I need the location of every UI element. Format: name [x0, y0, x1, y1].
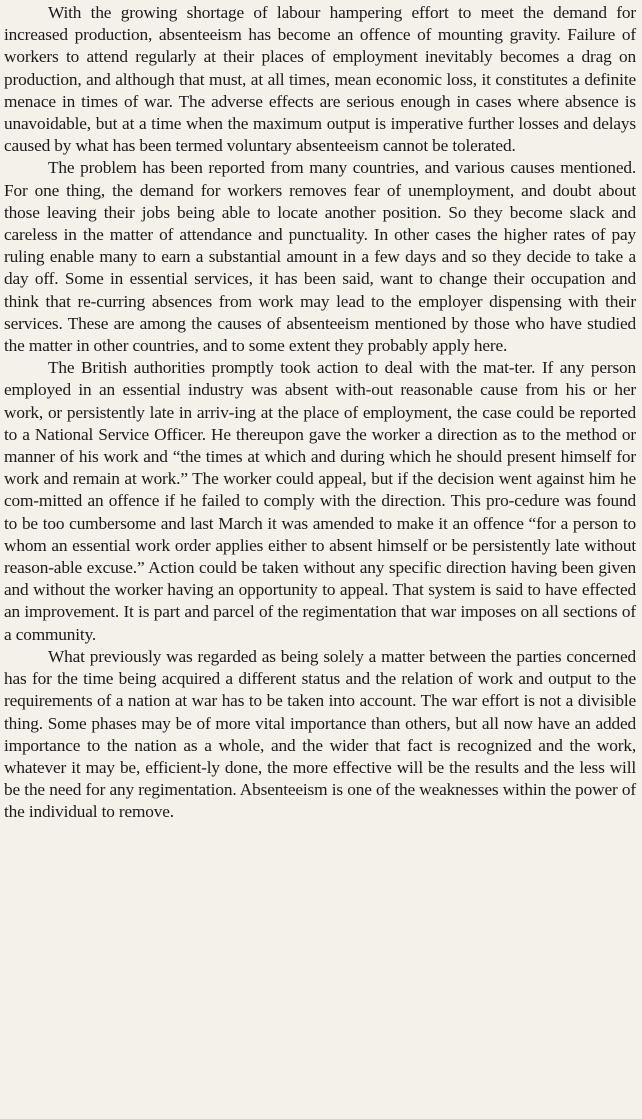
paragraph-3: The British authorities promptly took action to deal with the mat-ter. If any person employed in an essential industry was absent with-out reasonable cause from his or her work, or persistently late in arriv-ing at the place of employment, the case could be reported to a National Service Officer. He thereupon gave the worker a direction as to the method or manner of his work and “the times at which and during which he should present himself for work and remain at work.” The worker could appeal, but if the decision went against him he com-mitted an offence if he failed to comply with the direction. This pro-cedure was found to be too cumbersome and last March it was amended to make it an offence “for a person to whom an essential work order applies either to absent himself or be persistently late without reason-able excuse.” Action could be taken without any specific direction having been given and without the worker having an opportunity to appeal. That system is said to have effected an improvement. It is part and parcel of the regimentation that war imposes on all sections of a community.	[4, 358, 636, 644]
paragraph-4: What previously was regarded as being solely a matter between the parties concerned has for the time being acquired a different status and the relation of work and output to the requirements of a nation at war has to be taken into account. The war effort is not a divisible thing. Some phases may be of more vital importance than others, but all now have an added importance to the nation as a whole, and the wider that fact is recognized and the work, whatever it may be, efficient-ly done, the more effective will be the results and the less will be the need for any regimentation. Absenteeism is one of the weaknesses within the power of the individual to remove.	[4, 646, 636, 822]
editorial-article	[4, 2, 636, 824]
paragraph-1: With the growing shortage of labour hampering effort to meet the demand for increased production, absenteeism has become an offence of mounting gravity. Failure of workers to attend regularly at their places of employment inevitably becomes a drag on production, and although that must, at all times, mean economic loss, it constitutes a definite menace in times of war. The adverse effects are serious enough in cases where absence is unavoidable, but at a time when the maximum output is imperative further losses and delays caused by what has been termed voluntary absenteeism cannot be tolerated.	[4, 3, 636, 156]
paragraph-2: The problem has been reported from many countries, and various causes mentioned. For one thing, the demand for workers removes fear of unemployment, and doubt about those leaving their jobs being able to locate another position. So they become slack and careless in the matter of attendance and punctuality. In other cases the higher rates of pay ruling enable many to earn a substantial amount in a few days and so they decide to take a day off. Some in essential services, it has been said, want to change their occupation and think that re-curring absences from work may lead to the employer dispensing with their services. These are among the causes of absenteeism mentioned by those who have studied the matter in other countries, and to some extent they probably apply here.	[4, 158, 636, 356]
